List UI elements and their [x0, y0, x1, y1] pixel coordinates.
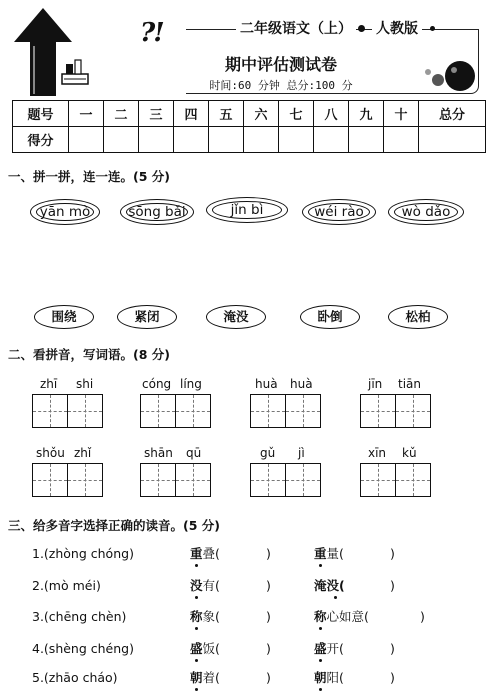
bullet-dot	[430, 26, 435, 31]
grid-cell[interactable]	[285, 395, 320, 427]
close-paren: )	[390, 670, 395, 685]
grid-cell[interactable]	[141, 464, 175, 496]
pinyin-text: sōng bǎi	[128, 204, 186, 220]
grade-label: 二年级语文（上）	[236, 18, 356, 38]
pinyin-label: jīn	[368, 377, 383, 391]
word-rest: 叠(	[202, 546, 220, 561]
answer-word-1	[190, 545, 220, 563]
pinyin-label: shān	[144, 446, 173, 460]
word-rest: 着(	[202, 670, 220, 685]
grid-cell[interactable]	[175, 395, 210, 427]
grid-cell[interactable]	[67, 464, 102, 496]
pinyin-text: jǐn bì	[230, 202, 264, 218]
decorative-balls-icon	[420, 58, 480, 94]
answer-word-1	[190, 669, 220, 687]
close-paren: )	[266, 578, 271, 593]
pinyin-label: shi	[76, 377, 94, 391]
word-oval[interactable]: 卧倒	[300, 305, 360, 329]
dotted-char: 称	[314, 609, 327, 624]
edition-label: 人教版	[372, 18, 422, 38]
question-number: 1.(zhòng chóng)	[32, 546, 134, 561]
section2-title: 二、看拼音，写词语。(8 分)	[8, 347, 170, 362]
pinyin-oval[interactable]	[302, 199, 376, 225]
grid-cell[interactable]	[285, 464, 320, 496]
score-cell-total[interactable]	[419, 127, 486, 153]
header-cell-label: 题号	[13, 101, 69, 127]
score-table-header-row	[13, 101, 486, 127]
score-cell[interactable]	[279, 127, 314, 153]
grid-cell[interactable]	[251, 464, 285, 496]
dotted-char: 称	[190, 609, 203, 624]
score-cell[interactable]	[139, 127, 174, 153]
pinyin-oval[interactable]	[120, 199, 194, 225]
word-rest: 心如意(	[326, 609, 369, 624]
grid-cell[interactable]	[67, 395, 102, 427]
answer-word-1	[190, 577, 220, 595]
score-cell[interactable]	[69, 127, 104, 153]
score-cell[interactable]	[314, 127, 349, 153]
answer-word-2	[314, 577, 345, 595]
pinyin-label: huà	[290, 377, 313, 391]
score-table	[12, 100, 486, 153]
grid-cell[interactable]	[33, 464, 67, 496]
score-cell[interactable]	[174, 127, 209, 153]
dotted-char: 没	[190, 578, 203, 593]
writing-grid[interactable]	[360, 463, 431, 497]
close-paren: )	[390, 641, 395, 656]
pinyin-label: zhǐ	[74, 446, 92, 460]
word-char: 淹	[314, 578, 327, 593]
dotted-char: 朝	[314, 670, 327, 685]
books-icon	[60, 56, 90, 86]
pinyin-label: líng	[180, 377, 202, 391]
writing-grid[interactable]	[32, 394, 103, 428]
score-row-label: 得分	[13, 127, 69, 153]
header-cell-q1: 一	[69, 101, 104, 127]
grid-cell[interactable]	[395, 464, 430, 496]
grid-cell[interactable]	[141, 395, 175, 427]
question-exclamation-mark: ?!	[140, 18, 163, 48]
close-paren: )	[390, 546, 395, 561]
dotted-char: 重	[314, 546, 327, 561]
question-number: 2.(mò méi)	[32, 578, 101, 593]
exam-info: 时间:60 分钟 总分:100 分	[209, 79, 353, 92]
header-cell-q2: 二	[104, 101, 139, 127]
dotted-char: 重	[190, 546, 203, 561]
close-paren: )	[390, 578, 395, 593]
close-paren: )	[266, 641, 271, 656]
pinyin-label: zhī	[40, 377, 58, 391]
pinyin-label: gǔ	[260, 446, 276, 460]
word-rest: 开(	[326, 641, 344, 656]
dotted-char: 没(	[326, 578, 345, 593]
pinyin-label: kǔ	[402, 446, 417, 460]
writing-grid[interactable]	[32, 463, 103, 497]
writing-grid[interactable]	[140, 394, 211, 428]
pinyin-label: cóng	[142, 377, 172, 391]
word-rest: 阳(	[326, 670, 344, 685]
question-number: 4.(shèng chéng)	[32, 641, 134, 656]
dotted-char: 盛	[190, 641, 203, 656]
pinyin-label: qū	[186, 446, 202, 460]
exam-title: 期中评估测试卷	[224, 55, 337, 74]
pinyin-label: shǒu	[36, 446, 65, 460]
section1-title: 一、拼一拼，连一连。(5 分)	[8, 169, 170, 184]
grid-cell[interactable]	[33, 395, 67, 427]
header-cell-q6: 六	[244, 101, 279, 127]
close-paren: )	[420, 609, 425, 624]
pinyin-label: tiān	[398, 377, 421, 391]
score-table-score-row	[13, 127, 486, 153]
grid-cell[interactable]	[361, 395, 395, 427]
word-rest: 饭(	[202, 641, 220, 656]
grid-cell[interactable]	[361, 464, 395, 496]
close-paren: )	[266, 546, 271, 561]
section3-title: 三、给多音字选择正确的读音。(5 分)	[8, 518, 220, 533]
word-rest: 象(	[202, 609, 220, 624]
pinyin-text: wò dǎo	[401, 204, 451, 220]
dotted-char: 盛	[314, 641, 327, 656]
answer-word-1	[190, 640, 220, 658]
pinyin-label: xīn	[368, 446, 387, 460]
pinyin-label: jì	[298, 446, 305, 460]
word-rest: 有(	[202, 578, 220, 593]
answer-word-2	[314, 669, 344, 687]
close-paren: )	[266, 670, 271, 685]
score-cell[interactable]	[104, 127, 139, 153]
header-cell-q3: 三	[139, 101, 174, 127]
header-cell-q7: 七	[279, 101, 314, 127]
word-rest: 量(	[326, 546, 344, 561]
score-cell[interactable]	[209, 127, 244, 153]
question-number: 5.(zhāo cháo)	[32, 670, 118, 685]
score-cell[interactable]	[244, 127, 279, 153]
answer-word-2	[314, 545, 344, 563]
answer-word-1	[190, 608, 220, 626]
header-cell-q8: 八	[314, 101, 349, 127]
question-number: 3.(chēng chèn)	[32, 609, 127, 624]
word-oval[interactable]: 松柏	[388, 305, 448, 329]
grid-cell[interactable]	[175, 464, 210, 496]
score-cell[interactable]	[349, 127, 384, 153]
word-oval[interactable]: 围绕	[34, 305, 94, 329]
word-oval[interactable]: 紧闭	[117, 305, 177, 329]
header-cell-q4: 四	[174, 101, 209, 127]
answer-word-2	[314, 608, 369, 626]
writing-grid[interactable]	[360, 394, 431, 428]
pinyin-text: yān mò	[39, 204, 91, 220]
header-cell-q9: 九	[349, 101, 384, 127]
writing-grid[interactable]	[250, 463, 321, 497]
header-cell-q10: 十	[384, 101, 419, 127]
dotted-char: 朝	[190, 670, 203, 685]
score-cell[interactable]	[384, 127, 419, 153]
writing-grid[interactable]	[250, 394, 321, 428]
answer-word-2	[314, 640, 344, 658]
pinyin-oval[interactable]	[30, 199, 100, 225]
word-oval[interactable]: 淹没	[206, 305, 266, 329]
grid-cell[interactable]	[395, 395, 430, 427]
pinyin-label: huà	[255, 377, 278, 391]
grid-cell[interactable]	[251, 395, 285, 427]
header-cell-total: 总分	[419, 101, 486, 127]
writing-grid[interactable]	[140, 463, 211, 497]
pinyin-text: wéi rào	[314, 204, 364, 220]
bullet-dot	[358, 25, 365, 32]
header-cell-q5: 五	[209, 101, 244, 127]
pinyin-oval[interactable]	[388, 199, 464, 225]
pinyin-oval[interactable]	[206, 197, 288, 223]
close-paren: )	[266, 609, 271, 624]
